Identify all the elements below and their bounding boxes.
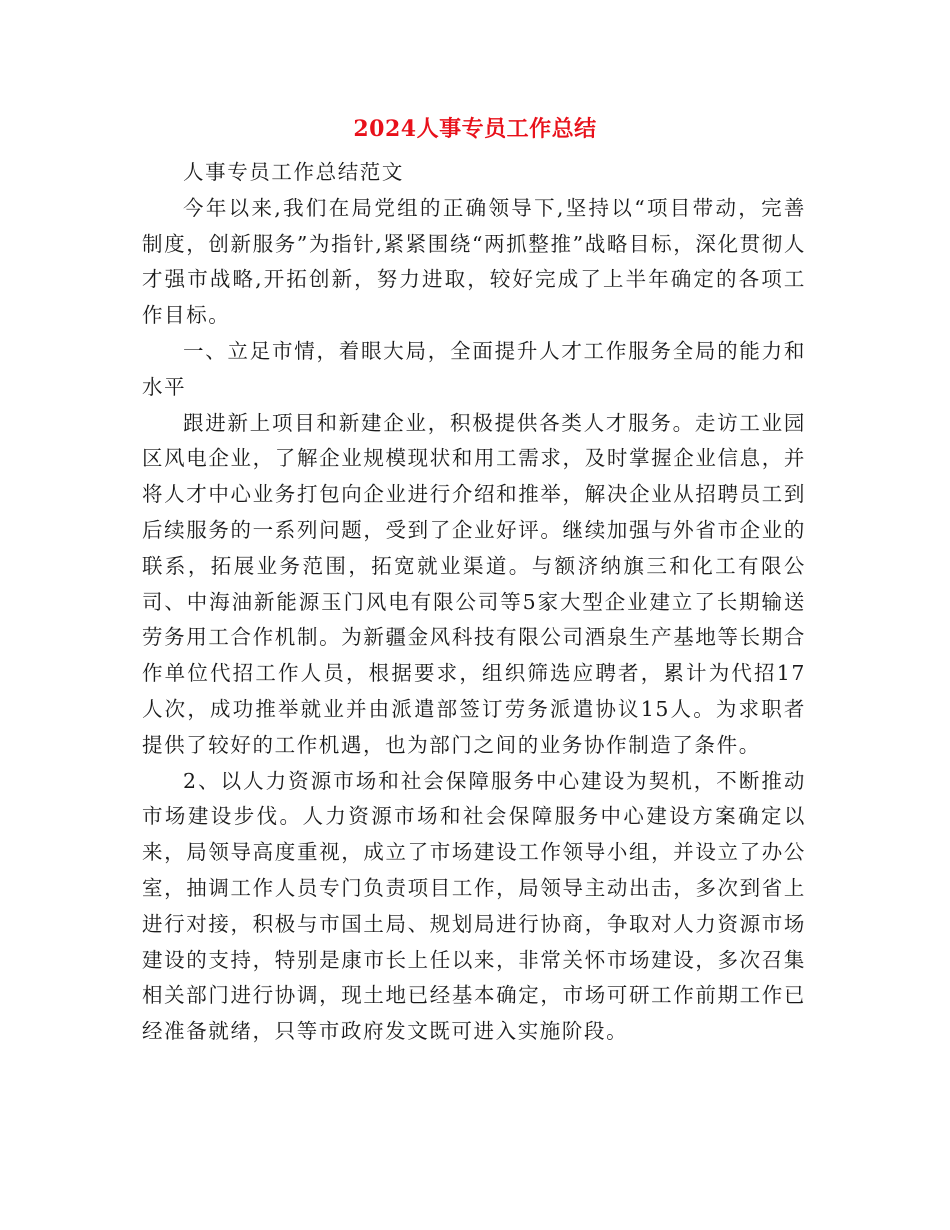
- paragraph-subtitle: 人事专员工作总结范文: [183, 160, 404, 184]
- section-heading-1: 一、立足市情，着眼大局，全面提升人才工作服务全局的能力和水平: [142, 338, 806, 399]
- paragraph-talent-services: 跟进新上项目和新建企业，积极提供各类人才服务。走访工业园区风电企业，了解企业规模现状和用工需求，及时掌握企业信息，并将人才中心业务打包向企业进行介绍和推举，解决企业从招聘员工到后续服务的一系列问题，受到了企业好评。继续加强与外省市企业的联系，拓展业务范围，拓宽就业渠道。与额济纳旗三和化工有限公司、中海油新能源玉门风电有限公司等5家大型企业建立了长期输送劳务用工合作机制。为新疆金风科技有限公司酒泉生产基地等长期合作单位代招工作人员，根据要求，组织筛选应聘者，累计为代招17人次，成功推举就业并由派遣部签订劳务派遣协议15人。为求职者提供了较好的工作机遇，也为部门之间的业务协作制造了条件。: [142, 410, 806, 757]
- paragraph-intro: 今年以来,我们在局党组的正确领导下,坚持以“项目带动，完善制度，创新服务”为指针,紧紧围绕“两抓整推”战略目标，深化贯彻人才强市战略,开拓创新，努力进取，较好完成了上半年确定的各项工作目标。: [142, 195, 806, 328]
- document-title: 2024人事专员工作总结: [353, 116, 597, 142]
- paragraph-market-construction: 2、以人力资源市场和社会保障服务中心建设为契机，不断推动市场建设步伐。人力资源市场和社会保障服务中心建设方案确定以来，局领导高度重视，成立了市场建设工作领导小组，并设立了办公室，抽调工作人员专门负责项目工作，局领导主动出击，多次到省上进行对接，积极与市国土局、规划局进行协商，争取对人力资源市场建设的支持，特别是康市长上任以来，非常关怀市场建设，多次召集相关部门进行协调，现土地已经基本确定，市场可研工作前期工作已经准备就绪，只等市政府发文既可进入实施阶段。: [142, 768, 806, 1044]
- document-body: [142, 155, 806, 1050]
